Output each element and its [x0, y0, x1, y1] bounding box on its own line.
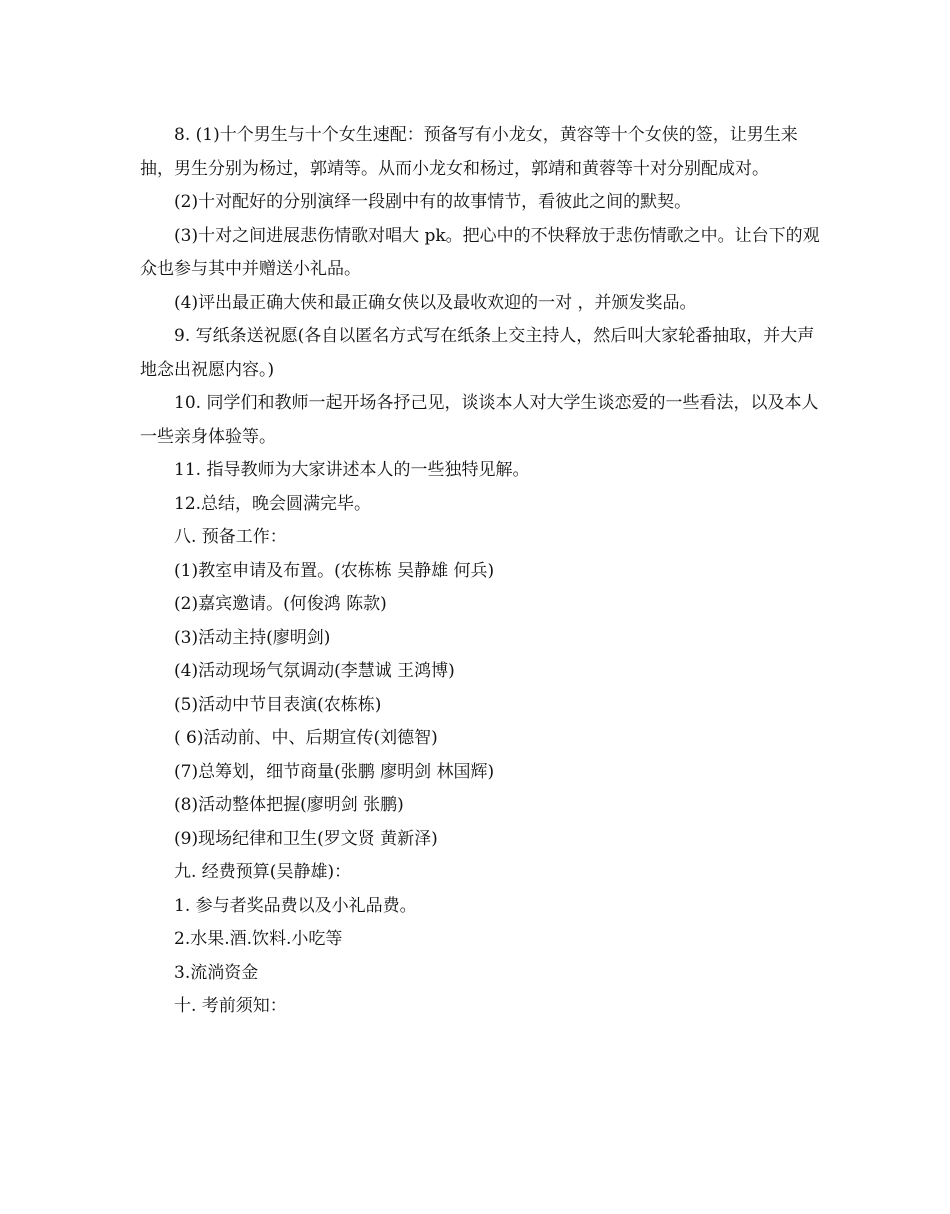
task-item-4: (4)活动现场气氛调动(李慧诚 王鸿博) [174, 661, 455, 681]
task-item-9: (9)现场纪律和卫生(罗文贤 黄新泽) [174, 828, 438, 849]
section-heading-notes: 十. 考前须知： [174, 996, 287, 1016]
paragraph-item-9: 9. 写纸条送祝愿(各自以匿名方式写在纸条上交主持人，然后叫大家轮番抽取，并大声地念出祝愿内容。) [140, 326, 815, 380]
section-heading-preparation: 八. 预备工作： [174, 527, 287, 547]
section-heading-budget: 九. 经费预算(吴静雄)： [174, 862, 352, 882]
paragraph-item-8-3: (3)十对之间进展悲伤情歌对唱大 pk。把心中的不快释放于悲伤情歌之中。让台下的观众也参与其中并赠送小礼品。 [140, 225, 820, 279]
task-item-2: (2)嘉宾邀请。(何俊鸿 陈款) [174, 594, 387, 614]
paragraph-item-8-4: (4)评出最正确大侠和最正确女侠以及最收欢迎的一对 ，并颁发奖品。 [174, 292, 697, 313]
paragraph-item-12: 12.总结，晚会圆满完毕。 [174, 493, 372, 514]
task-item-5: (5)活动中节目表演(农栋栋) [174, 694, 382, 715]
budget-item-1: 1. 参与者奖品费以及小礼品费。 [174, 895, 417, 916]
budget-item-3: 3.流淌资金 [174, 962, 259, 983]
task-item-6: ( 6)活动前、中、后期宣传(刘德智) [174, 728, 438, 748]
paragraph-item-8-2: (2)十对配好的分别演绎一段剧中有的故事情节，看彼此之间的默契。 [174, 192, 692, 212]
task-item-1: (1)教室申请及布置。(农栋栋 吴静雄 何兵) [174, 560, 495, 581]
task-item-3: (3)活动主持(廖明剑) [174, 627, 331, 648]
paragraph-item-11: 11. 指导教师为大家讲述本人的一些独特见解。 [174, 460, 530, 480]
task-item-8: (8)活动整体把握(廖明剑 张鹏) [174, 795, 404, 815]
paragraph-item-10: 10. 同学们和教师一起开场各抒己见，谈谈本人对大学生谈恋爱的一些看法，以及本人一些亲身体验等。 [140, 393, 819, 447]
task-item-7: (7)总筹划，细节商量(张鹏 廖明剑 林国辉) [174, 761, 495, 782]
document-body [140, 119, 820, 1024]
paragraph-item-8: 8. (1)十个男生与十个女生速配：预备写有小龙女，黄容等十个女侠的签，让男生来抽，男生分别为杨过，郭靖等。从而小龙女和杨过，郭靖和黄蓉等十对分别配成对。 [140, 125, 798, 179]
budget-item-2: 2.水果.酒.饮料.小吃等 [174, 929, 343, 949]
